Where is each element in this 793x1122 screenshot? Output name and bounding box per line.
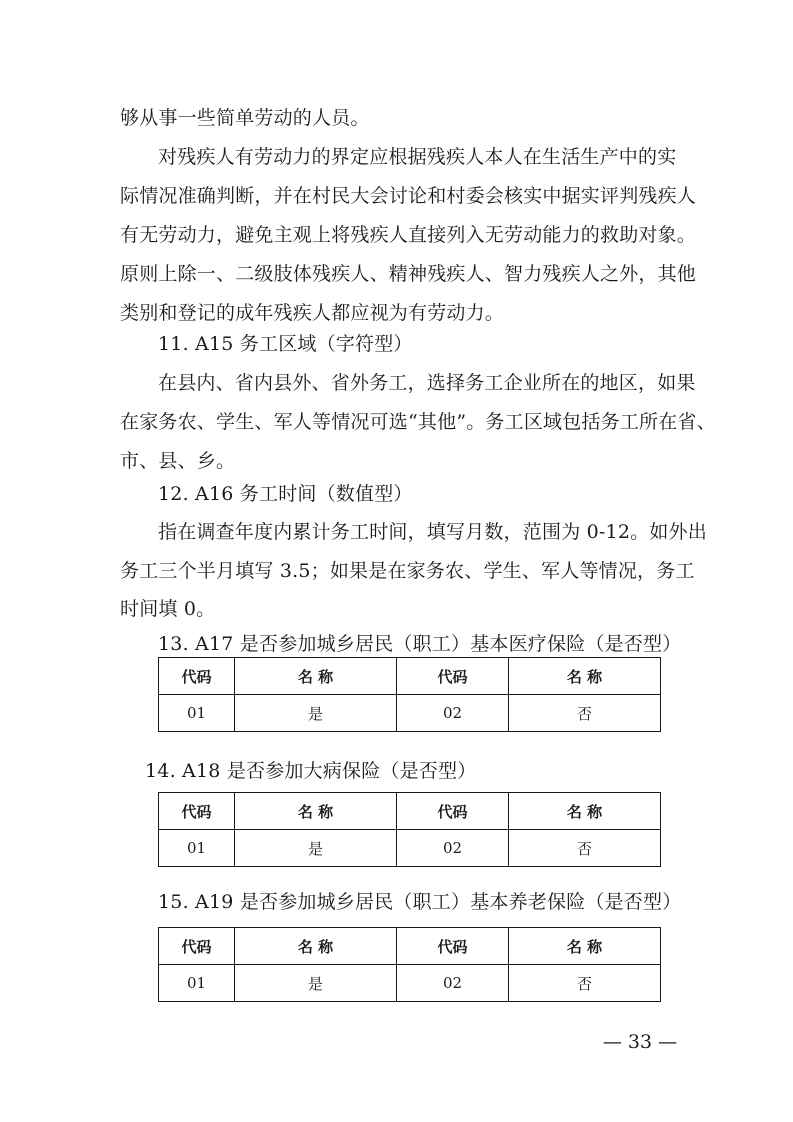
paragraph-line: 际情况准确判断，并在村民大会讨论和村委会核实中据实评判残疾人: [120, 185, 697, 207]
paragraph-line: 对残疾人有劳动力的界定应根据残疾人本人在生活生产中的实: [158, 146, 677, 168]
header-name: 名 称: [509, 658, 661, 695]
header-name: 名 称: [509, 793, 661, 830]
section-heading-12: 12. A16 务工时间（数值型）: [158, 483, 413, 505]
table-header-row: [159, 658, 661, 695]
cell-name: 是: [235, 830, 397, 867]
header-code: 代码: [397, 793, 509, 830]
table-row: [159, 965, 661, 1002]
table-header-row: [159, 928, 661, 965]
cell-name: 是: [235, 695, 397, 732]
table-row: [159, 695, 661, 732]
cell-code: 01: [159, 695, 235, 732]
paragraph-line: 指在调查年度内累计务工时间，填写月数，范围为 0-12。如外出: [158, 521, 707, 543]
header-code: 代码: [397, 658, 509, 695]
section-heading-13: 13. A17 是否参加城乡居民（职工）基本医疗保险（是否型）: [158, 633, 682, 655]
cell-name: 否: [509, 830, 661, 867]
paragraph-line: 务工三个半月填写 3.5；如果是在家务农、学生、军人等情况，务工: [120, 560, 695, 582]
header-name: 名 称: [235, 658, 397, 695]
cell-code: 02: [397, 830, 509, 867]
cell-code: 01: [159, 965, 235, 1002]
header-code: 代码: [159, 928, 235, 965]
header-name: 名 称: [235, 793, 397, 830]
paragraph-line: 类别和登记的成年残疾人都应视为有劳动力。: [120, 302, 505, 324]
section-heading-14: 14. A18 是否参加大病保险（是否型）: [145, 760, 477, 782]
paragraph-line: 够从事一些简单劳动的人员。: [120, 107, 370, 129]
paragraph-line: 时间填 0。: [120, 598, 216, 620]
cell-name: 否: [509, 695, 661, 732]
cell-name: 是: [235, 965, 397, 1002]
table-row: [159, 830, 661, 867]
header-code: 代码: [159, 793, 235, 830]
paragraph-line: 原则上除一、二级肢体残疾人、精神残疾人、智力残疾人之外，其他: [120, 263, 697, 285]
header-name: 名 称: [509, 928, 661, 965]
paragraph-line: 在家务农、学生、军人等情况可选“其他”。务工区域包括务工所在省、: [120, 411, 716, 433]
header-name: 名 称: [235, 928, 397, 965]
code-table-a17: [158, 657, 661, 732]
header-code: 代码: [159, 658, 235, 695]
code-table-a19: [158, 927, 661, 1002]
page-number: — 33 —: [602, 1031, 678, 1053]
section-heading-15: 15. A19 是否参加城乡居民（职工）基本养老保险（是否型）: [158, 891, 682, 913]
cell-code: 02: [397, 695, 509, 732]
paragraph-line: 有无劳动力，避免主观上将残疾人直接列入无劳动能力的救助对象。: [120, 224, 697, 246]
cell-name: 否: [509, 965, 661, 1002]
paragraph-line: 市、县、乡。: [120, 450, 236, 472]
section-heading-11: 11. A15 务工区域（字符型）: [158, 333, 413, 355]
paragraph-line: 在县内、省内县外、省外务工，选择务工企业所在的地区，如果: [158, 372, 696, 394]
table-header-row: [159, 793, 661, 830]
cell-code: 01: [159, 830, 235, 867]
code-table-a18: [158, 792, 661, 867]
header-code: 代码: [397, 928, 509, 965]
cell-code: 02: [397, 965, 509, 1002]
